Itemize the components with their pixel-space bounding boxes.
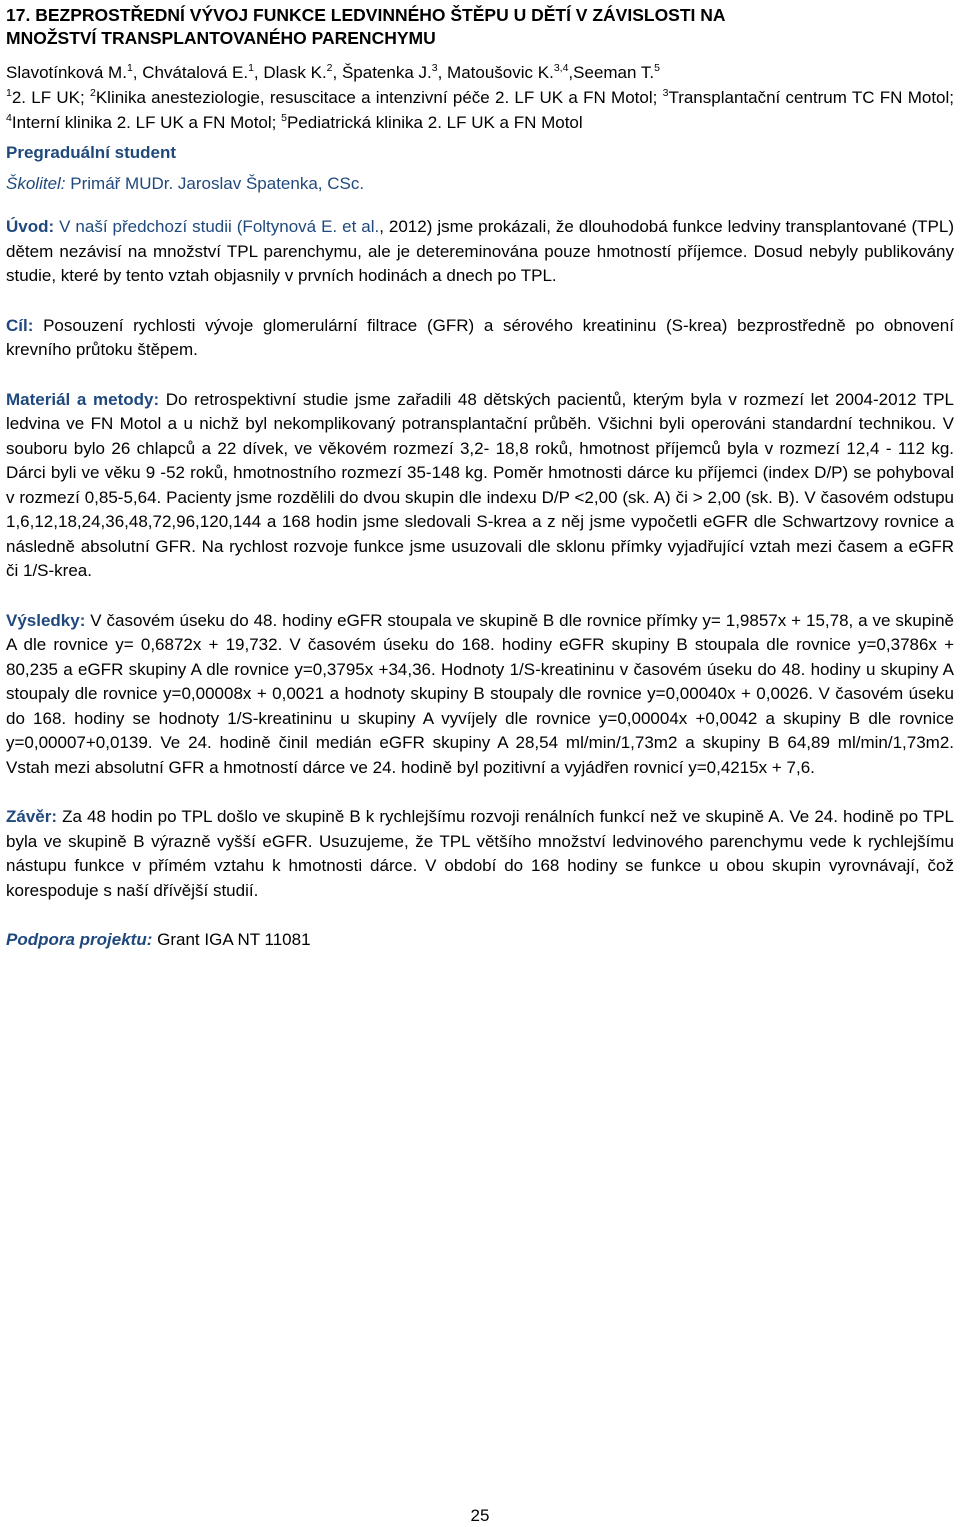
author-affiliation-mark: 1 [126, 62, 133, 74]
results-label: Výsledky: [6, 610, 86, 630]
affiliation-mark: 3 [662, 87, 669, 99]
author-name: , Matoušovic K. [437, 63, 554, 82]
affiliation-mark: 5 [281, 112, 287, 124]
affiliation-text: Interní klinika 2. LF UK a FN Motol; [11, 113, 282, 132]
conclusion-section [6, 805, 954, 903]
abstract-title [6, 4, 954, 49]
affiliation-mark: 2 [89, 87, 96, 99]
affiliation-mark: 4 [6, 112, 12, 124]
student-category: Pregraduální student [6, 143, 177, 162]
support-section [6, 928, 954, 953]
affiliation-text: Klinika anesteziologie, resuscitace a intenzivní péče 2. LF UK a FN Motol; [95, 88, 663, 107]
author-name: , Špatenka J. [332, 63, 432, 82]
affiliation-text: Pediatrická klinika 2. LF UK a FN Motol [286, 113, 583, 132]
author-affiliation-mark: 3 [431, 62, 438, 74]
affiliation-text: Transplantační centrum TC FN Motol; [668, 88, 955, 107]
author-name: , Dlask K. [253, 63, 327, 82]
title-line-2: MNOŽSTVÍ TRANSPLANTOVANÉHO PARENCHYMU [6, 27, 436, 48]
intro-text: , 2012) jsme prokázali, že dlouhodobá funkce ledviny transplantované (TPL) dětem nezávisí na množství TPL parenchymu, ale je detereminována pouze hmotností příjemce. Dosud nebyly publikovány studie, které by tento vztah objasnily v prvních hodinách a dnech po TPL. [6, 217, 954, 285]
page-number: 25 [470, 1506, 490, 1525]
author-affiliation-mark: 2 [326, 62, 333, 74]
intro-section [6, 215, 954, 289]
supervisor-label: Školitel: [6, 174, 66, 193]
author-list [6, 61, 954, 85]
intro-label: Úvod: [6, 217, 55, 236]
methods-label: Materiál a metody: [6, 389, 160, 409]
abstract-page [6, 0, 954, 953]
methods-text: Do retrospektivní studie jsme zařadili 48 dětských pacientů, kterým byla v rozmezí let 2004-2012 TPL ledvina ve FN Motol a u nichž byl nekomplikovaný potransplantační průběh. Všichni byli operováni standardní technikou. V souboru bylo 26 chlapců a 22 dívek, ve věkovém rozmezí 3,2- 18,8 roků, hmotnost příjemců byla v rozmezí 12,4 - 112 kg. Dárci byli ve věku 9 -52 roků, hmotnostního rozmezí 35-148 kg. Poměr hmotnosti dárce ku příjemci (index D/P) se pohyboval v rozmezí 0,85-5,64. Pacienty jsme rozdělili do dvou skupin dle indexu D/P <2,00 (sk. A) či > 2,00 (sk. B). V časovém odstupu 1,6,12,18,24,36,48,72,96,120,144 a 168 hodin jsme sledovali S-krea a z něj jsme vypočetli eGFR dle Schwartzovy rovnice a následně absolutní GFR. Na rychlost rozvoje funkce jsme usuzovali dle sklonu přímky vyjadřující vztah mezi časem a eGFR či 1/S-krea. [6, 389, 954, 580]
affiliations [6, 85, 954, 135]
support-text: Grant IGA NT 11081 [152, 930, 311, 949]
author-name: ,Seeman T. [568, 63, 655, 82]
methods-section [6, 388, 954, 584]
affiliation-mark: 1 [6, 87, 12, 99]
support-label: Podpora projektu: [6, 930, 153, 949]
author-affiliation-mark: 1 [248, 62, 254, 74]
supervisor-name: Primář MUDr. Jaroslav Špatenka, CSc. [65, 174, 365, 193]
aim-text: Posouzení rychlosti vývoje glomerulární filtrace (GFR) a sérového kreatininu (S-krea) bezprostředně po obnovení krevního průtoku štěpem. [6, 315, 954, 359]
results-section [6, 609, 954, 781]
aim-label: Cíl: [6, 315, 34, 335]
conclusion-text: Za 48 hodin po TPL došlo ve skupině B k rychlejšímu rozvoji renálních funkcí než ve skupině A. Ve 24. hodině po TPL byla ve skupině B výrazně vyšší eGFR. Usuzujeme, že TPL většího množství ledvinového parenchymu vede k rychlejšímu nástupu funkce v přímém vztahu k hmotnosti dárce. V období do 168 hodiny se funkce u obou skupin vyrovnávají, čož korespoduje s naší dřívější studií. [6, 807, 954, 900]
aim-section [6, 314, 954, 363]
author-affiliation-mark: 5 [654, 62, 660, 74]
supervisor-line [6, 171, 954, 196]
intro-highlight: V naší předchozí studii (Foltynová E. et al. [54, 217, 380, 236]
conclusion-label: Závěr: [6, 807, 58, 826]
author-name: Slavotínková M. [6, 63, 127, 82]
affiliation-text: 2. LF UK; [11, 88, 90, 107]
author-name: , Chvátalová E. [132, 63, 249, 82]
results-text: V časovém úseku do 48. hodiny eGFR stoupala ve skupině B dle rovnice přímky y= 1,9857x + 15,78, a ve skupině A dle rovnice y= 0,6872x + 19,732. V časovém úseku do 168. hodiny eGFR skupiny B stoupala dle rovnice y=0,3786x + 80,235 a eGFR skupiny A dle rovnice y=0,3795x +34,36. Hodnoty 1/S-kreatininu v časovém úseku do 48. hodiny u skupiny A stoupaly dle rovnice y=0,00008x + 0,0021 a hodnoty skupiny B stoupaly dle rovnice y=0,00040x + 0,0026. V časovém úseku do 168. hodiny se hodnoty 1/S-kreatininu u skupiny A vyvíjely dle rovnice y=0,00004x +0,0042 a skupiny B dle rovnice y=0,00007+0,0139. Ve 24. hodině činil medián eGFR skupiny A 28,54 ml/min/1,73m2 a skupiny B 64,89 ml/min/1,73m2. Vstah mezi absolutní GFR a hmotností dárce ve 24. hodině byl pozitivní a vyjádřen rovnicí y=0,4215x + 7,6. [6, 610, 954, 777]
author-affiliation-mark: 3,4 [553, 62, 569, 74]
title-line-1: 17. BEZPROSTŘEDNÍ VÝVOJ FUNKCE LEDVINNÉHO ŠTĚPU U DĚTÍ V ZÁVISLOSTI NA [6, 5, 726, 25]
